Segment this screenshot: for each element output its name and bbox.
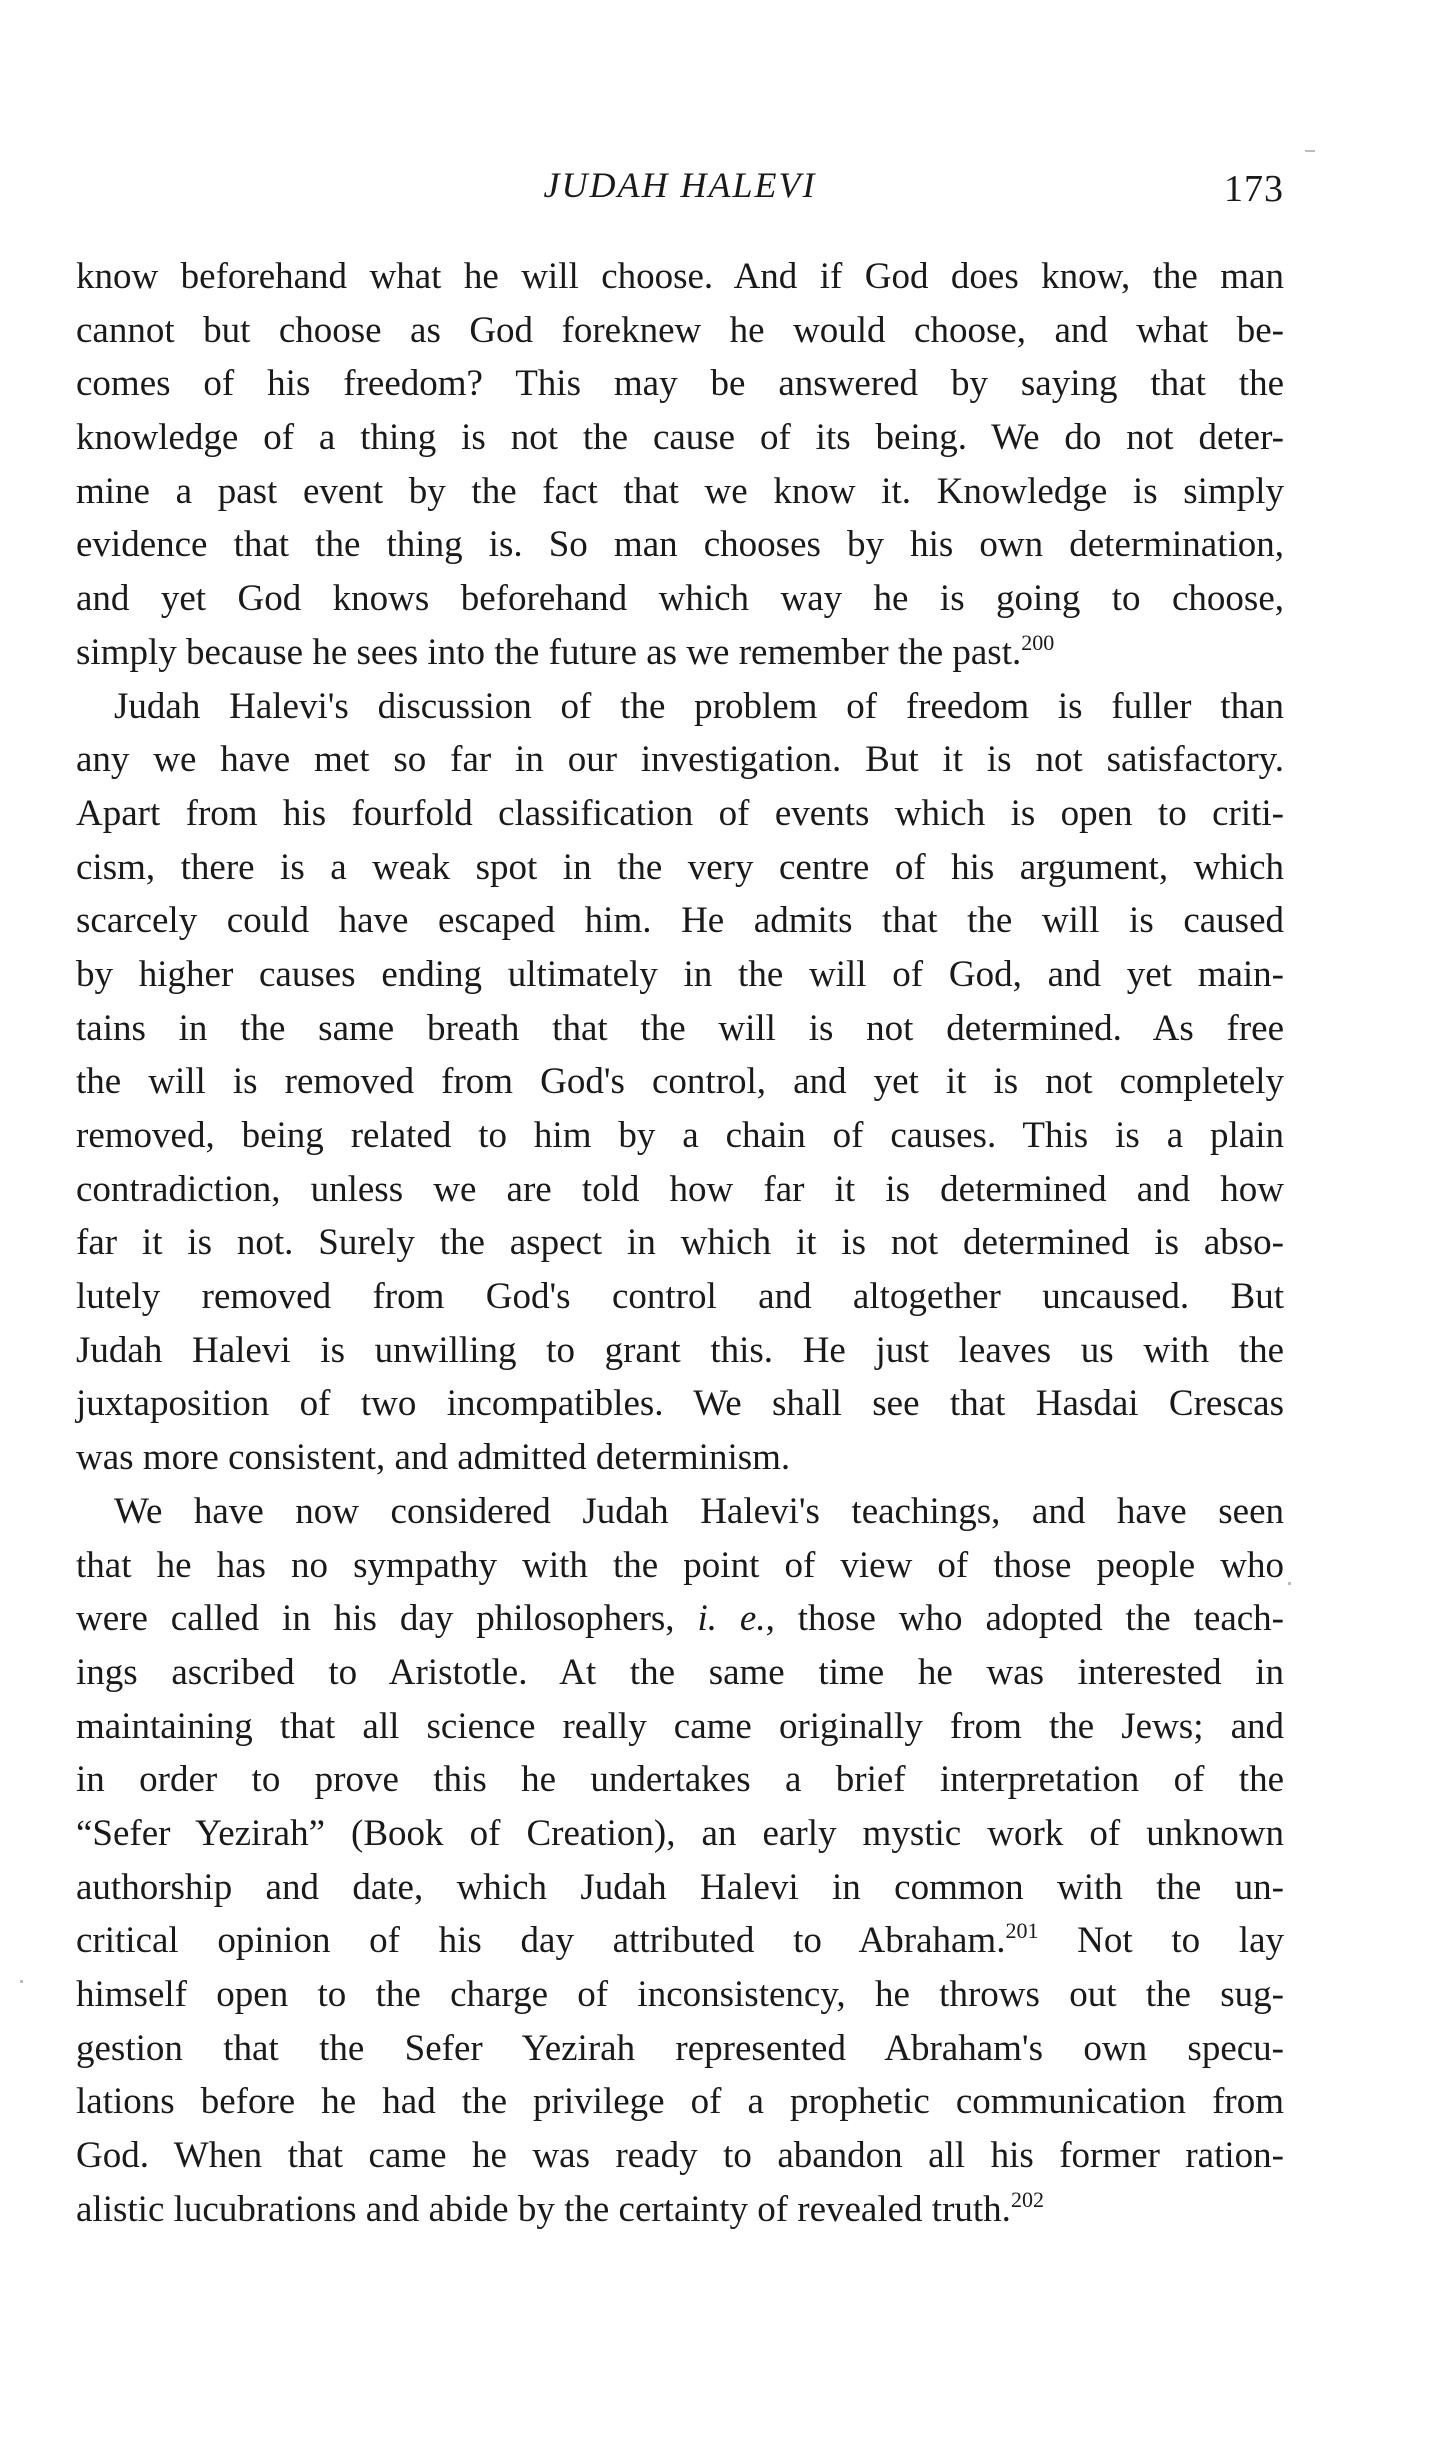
line-text: by higher causes ending ultimately in the will of God, and yet main- (76, 953, 1284, 995)
line-text: evidence that the thing is. So man chooses by his own determination, (76, 524, 1284, 566)
line-text: comes of his freedom? This may be answered by saying that the (76, 363, 1284, 405)
footnote-ref: 202 (1010, 2186, 1044, 2212)
text-line (76, 1753, 1284, 1807)
line-text: simply because he sees into the future as we remember the past. (76, 631, 1022, 673)
line-text: tains in the same breath that the will is not determined. As free (76, 1007, 1284, 1049)
text-line (76, 1055, 1284, 1109)
text-line (76, 894, 1284, 948)
running-head (76, 160, 1284, 210)
line-text: cannot but choose as God foreknew he would choose, and what be- (76, 309, 1284, 351)
line-text: mine a past event by the fact that we know it. Knowledge is simply (76, 470, 1284, 512)
line-text: cism, there is a weak spot in the very centre of his argument, which (76, 846, 1284, 888)
text-line (76, 1216, 1284, 1270)
running-title: JUDAH HALEVI (543, 165, 817, 205)
text-line (76, 1324, 1284, 1378)
line-text: himself open to the charge of inconsistency, he throws out the sug- (76, 1974, 1284, 2015)
text-line (76, 841, 1284, 895)
line-text: ings ascribed to Aristotle. At the same time he was interested in (76, 1651, 1284, 1693)
line-text: Judah Halevi is unwilling to grant this. He just leaves us with the (76, 1329, 1284, 1371)
text-line (76, 1646, 1284, 1700)
text-line (76, 1163, 1284, 1217)
text-line (76, 1431, 1284, 1485)
paragraph (76, 1485, 1284, 2237)
line-text: contradiction, unless we are told how far it is determined and how (76, 1168, 1284, 1210)
text-line (76, 1861, 1284, 1915)
text-line (76, 465, 1284, 519)
text-line (76, 1807, 1284, 1861)
paragraph (76, 680, 1284, 1485)
line-text: God. When that came he was ready to abandon all his former ration- (76, 2135, 1284, 2177)
line-text: any we have met so far in our investigation. But it is not satisfactory. (76, 739, 1284, 781)
text-line (76, 1485, 1284, 1539)
text-line (76, 626, 1284, 680)
line-text: maintaining that all science really came originally from the Jews; and (76, 1705, 1284, 1747)
line-text: critical opinion of his day attributed to Abraham. (76, 1920, 1006, 1962)
line-text: were called in his day philosophers, i. e., those who adopted the teach- (76, 1598, 1284, 1640)
text-line (76, 250, 1284, 304)
line-text: Judah Halevi's discussion of the problem of freedom is fuller than (114, 685, 1284, 727)
line-text: was more consistent, and admitted determinism. (76, 1437, 791, 1479)
text-line (76, 733, 1284, 787)
text-line (76, 1270, 1284, 1324)
line-text: gestion that the Sefer Yezirah represented Abraham's own specu- (76, 2027, 1284, 2069)
text-line (76, 1002, 1284, 1056)
line-text: the will is removed from God's control, and yet it is not completely (76, 1061, 1284, 1103)
line-text: scarcely could have escaped him. He admits that the will is caused (76, 900, 1284, 942)
scan-speck (1288, 1582, 1291, 1585)
text-line (76, 1700, 1284, 1754)
line-text: and yet God knows beforehand which way he is going to choose, (76, 578, 1284, 620)
text-line (76, 2183, 1284, 2237)
line-text: knowledge of a thing is not the cause of its being. We do not deter- (76, 417, 1284, 459)
text-line (76, 787, 1284, 841)
text-line (76, 2129, 1284, 2183)
line-text: that he has no sympathy with the point of view of those people who (76, 1544, 1284, 1586)
text-line (76, 1914, 1284, 1968)
text-line (76, 1592, 1284, 1646)
page-number: 173 (1224, 168, 1284, 210)
line-text: in order to prove this he undertakes a brief interpretation of the (76, 1759, 1284, 1801)
text-line (76, 1377, 1284, 1431)
text-line (76, 304, 1284, 358)
text-line (76, 1539, 1284, 1593)
text-line (76, 1968, 1284, 2022)
line-text: We have now considered Judah Halevi's teachings, and have seen (114, 1490, 1284, 1532)
text-line (76, 411, 1284, 465)
text-line (76, 357, 1284, 411)
line-text: Apart from his fourfold classification of events which is open to criti- (76, 792, 1284, 834)
scan-speck (20, 1980, 23, 1983)
line-text: removed, being related to him by a chain of causes. This is a plain (76, 1115, 1284, 1156)
text-line (76, 680, 1284, 734)
line-text: alistic lucubrations and abide by the certainty of revealed truth. (76, 2188, 1011, 2230)
line-text: know beforehand what he will choose. And if God does know, the man (76, 256, 1284, 297)
scan-speck (1305, 150, 1315, 152)
body-text (76, 250, 1284, 2236)
text-line (76, 2022, 1284, 2076)
line-text: “Sefer Yezirah” (Book of Creation), an early mystic work of unknown (76, 1812, 1284, 1854)
text-line (76, 2075, 1284, 2129)
paragraph (76, 250, 1284, 680)
italic-abbreviation: i. e. (697, 1598, 766, 1640)
footnote-ref: 201 (1005, 1918, 1039, 1944)
footnote-ref: 200 (1021, 629, 1055, 655)
text-line (76, 1109, 1284, 1163)
line-text: authorship and date, which Judah Halevi in common with the un- (76, 1866, 1284, 1908)
text-line (76, 572, 1284, 626)
line-text-continued: Not to lay (1038, 1920, 1284, 1962)
line-text: far it is not. Surely the aspect in which it is not determined is abso- (76, 1222, 1284, 1264)
line-text: lutely removed from God's control and altogether uncaused. But (76, 1276, 1284, 1318)
text-line (76, 948, 1284, 1002)
line-text: lations before he had the privilege of a prophetic communication from (76, 2081, 1284, 2123)
text-line (76, 518, 1284, 572)
line-text: juxtaposition of two incompatibles. We shall see that Hasdai Crescas (76, 1383, 1284, 1425)
